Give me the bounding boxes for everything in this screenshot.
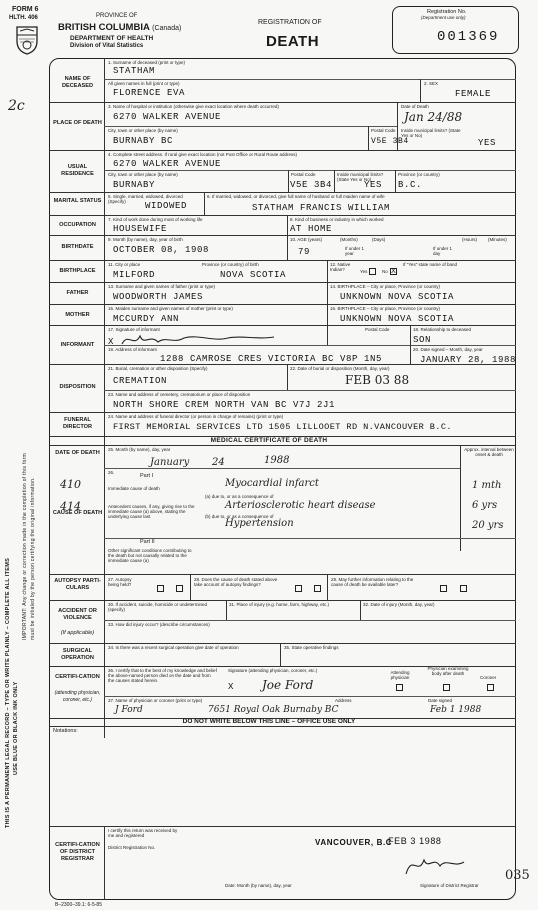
autopsy-no-checkbox[interactable] xyxy=(176,585,183,592)
subdivider xyxy=(104,538,516,539)
label-occupation: OCCUPATION xyxy=(59,222,96,228)
disposition-value: CREMATION xyxy=(113,376,168,386)
field-4-label: 4. Complete street address. If rural give exact location (not Post Office or Rural Route address) xyxy=(108,152,298,157)
row-divider xyxy=(49,445,516,446)
informant-x: X xyxy=(108,337,115,347)
physician-value: J Ford xyxy=(115,705,143,715)
reg-place-value: VANCOUVER, B.C xyxy=(315,838,393,847)
divider xyxy=(287,364,288,390)
informant-address-value: 1288 CAMROSE CRES VICTORIA BC V8P 1N5 xyxy=(160,354,383,364)
field-1-label: 1. Surname of deceased (print or type) xyxy=(108,60,186,65)
field-7-label: 7. Kind of work done during most of working life xyxy=(108,217,203,222)
attending-checkbox[interactable] xyxy=(396,684,403,691)
physician-address-value: 7651 Royal Oak Burnaby BC xyxy=(208,705,339,715)
field-3-label: 3. Name of hospital or institution (otherwise give exact location where death occurred) xyxy=(108,104,279,109)
province-text: BRITISH COLUMBIA xyxy=(58,22,150,33)
spouse-value: STATHAM FRANCIS WILLIAM xyxy=(252,203,391,213)
divider xyxy=(410,345,411,364)
divider xyxy=(190,574,191,600)
field-24-label: 24. Name and address of funeral director (or person in charge of remains) (print or type) xyxy=(108,414,284,419)
corner-mark: 035 xyxy=(505,868,530,883)
field-9-label: 9. Month (by name), day, year of birth xyxy=(108,237,183,242)
field-25-label: 25. Month (by name), day, year xyxy=(108,447,171,452)
father-value: WOODWORTH JAMES xyxy=(113,292,204,302)
date-of-death-label: Date of Death xyxy=(401,104,429,109)
field-22-label: 22. Date of burial or disposition (Month, day, year) xyxy=(290,366,390,371)
divider xyxy=(360,600,361,620)
subdivider xyxy=(104,126,397,127)
limits-label: Inside municipal limits? (State Yes or No) xyxy=(401,128,461,138)
other-conditions-label: Other significant conditions contributing to the death but not causally related to the immediate cause (a) xyxy=(108,548,192,563)
indian-no-checkbox[interactable]: X xyxy=(391,268,396,275)
label-surgical: SURGICAL OPERATION xyxy=(61,648,94,661)
margin-mark: 2c xyxy=(8,98,25,114)
divider xyxy=(327,282,328,325)
under-1y-label: If under 1 year xyxy=(345,246,365,256)
divider xyxy=(410,325,411,345)
cert-signature-value: Joe Ford xyxy=(262,678,314,692)
field-6-label: 6. If married, widowed, or divorced, give full name of husband or full maiden name of wife xyxy=(207,194,385,199)
division: Division of Vital Statistics xyxy=(70,43,144,49)
label-funeral-director: FUNERAL DIRECTOR xyxy=(62,417,93,430)
birth-date-value: OCTOBER 08, 1908 xyxy=(113,245,210,255)
field-26-label: 26. xyxy=(108,470,115,475)
hours-label: (Hours) xyxy=(462,237,478,242)
field-33-label: 33. How did injury occur? (describe circumstances) xyxy=(108,622,210,627)
field-2-label: 2. SEX xyxy=(424,81,439,86)
province-crest-icon xyxy=(14,25,40,55)
label-certification-sub: (attending physician, coroner, etc.) xyxy=(54,690,101,703)
row-divider xyxy=(49,102,516,103)
row-divider xyxy=(49,150,516,151)
label-father: FATHER xyxy=(66,290,89,296)
date-of-death-handwritten: Jan 24/88 xyxy=(404,110,463,124)
divider xyxy=(460,445,461,551)
row-divider xyxy=(49,304,516,305)
field-28-label: 28. Does the cause of death stated above take account of autopsy findings? xyxy=(194,577,278,587)
yes-label: Yes xyxy=(360,269,368,274)
row-divider xyxy=(49,215,516,216)
divider xyxy=(327,260,328,282)
months-label: (Months) xyxy=(340,237,358,242)
cert-x: X xyxy=(228,682,235,692)
registration-number-box xyxy=(392,6,519,54)
mother-value: MCCURDY ANN xyxy=(113,314,180,324)
side-instruction-1: THIS IS A PERMANENT LEGAL RECORD – TYPE OR WRITE PLAINLY – COMPLETE ALL ITEMS xyxy=(5,557,11,828)
subdivider xyxy=(104,170,516,171)
industry-value: AT HOME xyxy=(290,224,333,234)
row-divider xyxy=(49,325,516,326)
death-day-value: 24 xyxy=(212,457,225,468)
subdivider xyxy=(104,620,516,621)
indian-yes-checkbox[interactable] xyxy=(369,268,376,275)
form-code: HLTH. 406 xyxy=(9,15,38,21)
reg-date-label: Date: Month (by name), day, year xyxy=(225,883,292,888)
further-no-checkbox[interactable] xyxy=(460,585,467,592)
registrar-signature-icon xyxy=(400,850,470,885)
registration-of: REGISTRATION OF xyxy=(258,19,322,26)
subdivider xyxy=(104,696,516,697)
informant-postal-label: Postal Code xyxy=(365,327,390,332)
notations-label: Notations: xyxy=(53,728,78,734)
side-instruction-3: IMPORTANT: Any change or correction made in the completion of this form xyxy=(22,452,28,640)
code-1-value: 410 xyxy=(60,478,81,491)
label-marital: MARITAL STATUS xyxy=(53,198,102,204)
birth-prov-value: NOVA SCOTIA xyxy=(220,270,287,280)
label-place-of-death: PLACE OF DEATH xyxy=(53,120,102,126)
interval-label: Approx. interval between onset & death xyxy=(464,447,514,457)
field-12b-label: If "Yes" state name of band xyxy=(403,262,458,267)
row-divider xyxy=(49,412,516,413)
row-divider xyxy=(49,192,516,193)
divider xyxy=(104,826,105,900)
field-29-label: 29. May further information relating to the cause of death be available later? xyxy=(331,577,414,587)
divider xyxy=(204,192,205,215)
label-accident-sub: (If applicable) xyxy=(60,630,95,636)
form-title: DEATH xyxy=(266,33,320,50)
interval-a-value: 1 mth xyxy=(472,480,502,491)
field-4b-label: City, town or other place (by name) xyxy=(108,172,178,177)
date-signed-value: JANUARY 28, 1988 xyxy=(420,355,517,365)
res-postal-label: Postal Code xyxy=(291,172,316,177)
divider xyxy=(280,643,281,666)
divider xyxy=(368,126,369,150)
side-instruction-4: must be initialed by the person certifying the original information. xyxy=(30,477,36,640)
surname-value: STATHAM xyxy=(113,66,156,76)
postal-code-label: Postal Code xyxy=(371,128,396,133)
res-postal-value: V5E 3B4 xyxy=(290,180,333,190)
subdivider xyxy=(104,390,516,391)
death-postal-value: V5E 3B4 xyxy=(371,137,409,146)
cause-a-value: Myocardial infarct xyxy=(225,478,319,489)
minutes-label: (Minutes) xyxy=(488,237,507,242)
birth-city-value: MILFORD xyxy=(113,270,156,280)
subdivider xyxy=(104,468,460,469)
field-20-label: 20. Date signed – Month, day, year xyxy=(413,347,483,352)
department: DEPARTMENT OF HEALTH xyxy=(70,35,154,42)
row-divider xyxy=(49,643,516,644)
further-yes-checkbox[interactable] xyxy=(440,585,447,592)
divider xyxy=(420,79,421,102)
divider xyxy=(395,170,396,192)
given-names-value: FLORENCE EVA xyxy=(113,88,186,98)
field-32-label: 32. Date of injury (Month, day, year) xyxy=(363,602,435,607)
label-date-of-death: DATE OF DEATH xyxy=(55,450,100,456)
label-district-registrar: CERTIFI-CATION OF DISTRICT REGISTRAR xyxy=(55,842,100,862)
field-1b-label: All given names in full (print or type) xyxy=(108,81,180,86)
form-footer: B–2300–39.1: 6-5-85 xyxy=(55,902,102,908)
field-10-label: 10. AGE (years) xyxy=(290,237,323,242)
reg-cert-label: I certify this return was received by me and registered xyxy=(108,828,178,838)
physician-date-value: Feb 1 1988 xyxy=(430,705,482,715)
office-use-banner: DO NOT WRITE BELOW THIS LINE – OFFICE USE ONLY xyxy=(182,718,356,725)
interval-b-value: 6 yrs xyxy=(472,500,498,511)
part1-label: Part I xyxy=(140,473,154,479)
side-instruction-2: USE BLUE OR BLACK INK ONLY xyxy=(13,681,19,775)
field-3b-label: City, town or other place (by name) xyxy=(108,128,178,133)
field-19-label: 19. Address of informant xyxy=(108,347,157,352)
field-37-label: 37. Name of physician or coroner (print or type) xyxy=(108,698,203,703)
divider xyxy=(287,235,288,260)
divider xyxy=(327,574,328,600)
res-street-value: 6270 WALKER AVENUE xyxy=(113,159,222,169)
form-number: FORM 6 xyxy=(12,6,39,13)
subdivider xyxy=(104,79,516,80)
cemetery-value: NORTH SHORE CREM NORTH VAN BC V7J 2J1 xyxy=(113,400,336,410)
field-30-label: 30. If accident, suicide, homicide or undetermined (specify) xyxy=(108,602,208,612)
immediate-label: Immediate cause of death xyxy=(108,486,160,491)
field-36-label: 36. I certify that to the best of my knowledge and belief the above-named person died on the date and from the causes stated herein. xyxy=(108,668,217,683)
field-16-label: 16. BIRTHPLACE – City or place, Province (or country) xyxy=(330,306,440,311)
f36-signature-label: Signature (attending physician, coroner, etc.) xyxy=(228,668,318,673)
field-5-label: 5. Single, married, widowed, divorced (Specify) xyxy=(108,194,183,204)
f36-attending-label: Attending physician xyxy=(390,670,410,680)
label-accident: ACCIDENT OR VIOLENCE xyxy=(58,608,97,621)
disposition-date-value: FEB 03 88 xyxy=(345,373,410,387)
reg-date-value: FEB 3 1988 xyxy=(388,836,442,846)
res-prov-label: Province (or country) xyxy=(398,172,440,177)
field-21-label: 21. Burial, cremation or other disposition (Specify) xyxy=(108,366,208,371)
row-divider xyxy=(49,600,516,601)
reg-district-label: District Registration No. xyxy=(108,845,156,850)
label-column-divider xyxy=(104,58,105,738)
province-of: PROVINCE OF xyxy=(96,13,138,19)
due-b-label: (b) due to, or as a consequence of xyxy=(205,514,274,519)
reg-no-label: Registration No. xyxy=(427,9,467,15)
divider xyxy=(334,170,335,192)
field-15-label: 15. Maiden surname and given names of mother (print or type) xyxy=(108,306,233,311)
mother-birthplace-value: UNKNOWN NOVA SCOTIA xyxy=(340,314,455,324)
label-certification: CERTIFI-CATION xyxy=(55,674,100,680)
label-residence: USUAL RESIDENCE xyxy=(61,164,94,177)
cause-b-value: Arteriosclerotic heart disease xyxy=(225,500,376,511)
field-14-label: 14. BIRTHPLACE – City or place, Province (or country) xyxy=(330,284,440,289)
row-divider xyxy=(49,282,516,283)
antecedent-label: Antecedent causes, if any, giving rise to the immediate cause (a) above, stating the underlying cause last xyxy=(108,504,195,519)
field-31-label: 31. Place of injury (e.g. home, farm, highway, etc.) xyxy=(229,602,329,607)
sex-value: FEMALE xyxy=(455,89,492,99)
death-city-value: BURNABY BC xyxy=(113,136,174,146)
hospital-value: 6270 WALKER AVENUE xyxy=(113,112,222,122)
findings-yes-checkbox[interactable] xyxy=(295,585,302,592)
under-1d-label: If under 1 day xyxy=(433,246,453,256)
coroner-checkbox[interactable] xyxy=(487,684,494,691)
field-8-label: 8. Kind of business or industry in which worked xyxy=(290,217,384,222)
row-divider xyxy=(49,574,516,575)
country-text: (Canada) xyxy=(152,25,182,32)
cause-c-value: Hypertension xyxy=(225,518,294,529)
label-cause: CAUSE OF DEATH xyxy=(52,510,103,516)
label-informant: INFORMANT xyxy=(60,342,95,348)
divider xyxy=(288,170,289,192)
death-year-value: 1988 xyxy=(264,455,290,466)
death-month-value: January xyxy=(150,457,190,468)
reg-sig-label: Signature of District Registrar xyxy=(420,883,479,888)
label-birthdate: BIRTHDATE xyxy=(61,244,94,250)
label-mother: MOTHER xyxy=(65,312,90,318)
row-divider xyxy=(49,826,516,827)
due-a-label: (a) due to, or as a consequence of xyxy=(205,494,274,499)
marital-value: WIDOWED xyxy=(145,201,188,211)
field-35-label: 35. State operative findings xyxy=(284,645,339,650)
row-divider xyxy=(49,726,516,727)
divider xyxy=(226,600,227,620)
interval-c-value: 20 yrs xyxy=(472,520,504,531)
field-13-label: 13. Surname and given names of father (print or type) xyxy=(108,284,216,289)
field-34-label: 34. Is there was a recent surgical operation give date of operation xyxy=(108,645,239,650)
no-label: No xyxy=(382,269,388,274)
field-12-label: 12. Native Indian? xyxy=(330,262,351,272)
f36-coroner-label: Coroner xyxy=(480,675,497,680)
autopsy-yes-checkbox[interactable] xyxy=(157,585,164,592)
reg-no-value: 001369 xyxy=(437,29,500,45)
funeral-value: FIRST MEMORIAL SERVICES LTD 1505 LILLOOET RD N.VANCOUVER B.C. xyxy=(113,422,452,432)
field-23-label: 23. Name and address of cemetery, crematorium or place of disposition xyxy=(108,392,251,397)
death-limits-value: YES xyxy=(478,138,497,148)
field-17-label: 17. Signature of informant xyxy=(108,327,160,332)
f36-examining-label: Physician examining body after death xyxy=(427,666,469,676)
label-deceased: NAME OF DECEASED xyxy=(61,76,94,89)
subdivider xyxy=(104,345,516,346)
field-11b-label: Province (or country) of birth xyxy=(202,262,259,267)
field-11-label: 11. City or place xyxy=(108,262,141,267)
label-disposition: DISPOSITION xyxy=(59,384,96,390)
row-divider xyxy=(49,260,516,261)
row-divider xyxy=(49,235,516,236)
examining-checkbox[interactable] xyxy=(443,684,450,691)
occupation-value: HOUSEWIFE xyxy=(113,224,168,234)
res-limits-label: Inside municipal limits? (State Yes or No) xyxy=(337,172,384,182)
divider xyxy=(287,215,288,235)
code-2-value: 414 xyxy=(60,500,81,513)
f37-address-label: Address xyxy=(335,698,352,703)
part2-label: Part II xyxy=(140,539,155,545)
findings-no-checkbox[interactable] xyxy=(314,585,321,592)
res-limits-value: YES xyxy=(364,180,383,190)
res-prov-value: B.C. xyxy=(398,180,423,190)
res-city-value: BURNABY xyxy=(113,180,156,190)
field-18-label: 18. Relationship to deceased xyxy=(413,327,472,332)
label-autopsy: AUTOPSY PARTI-CULARS xyxy=(54,578,101,591)
province-name xyxy=(58,22,181,33)
divider xyxy=(327,325,328,345)
label-birthplace: BIRTHPLACE xyxy=(59,268,96,274)
days-label: (Days) xyxy=(372,237,386,242)
father-birthplace-value: UNKNOWN NOVA SCOTIA xyxy=(340,292,455,302)
medical-certificate-title: MEDICAL CERTIFICATE OF DEATH xyxy=(210,437,328,444)
age-value: 79 xyxy=(298,247,311,257)
reg-no-sub: (Department use only) xyxy=(421,15,466,20)
f37-date-label: Date signed xyxy=(428,698,453,703)
relationship-value: SON xyxy=(413,335,432,345)
field-27-label: 27. Autopsy being held? xyxy=(108,577,132,587)
